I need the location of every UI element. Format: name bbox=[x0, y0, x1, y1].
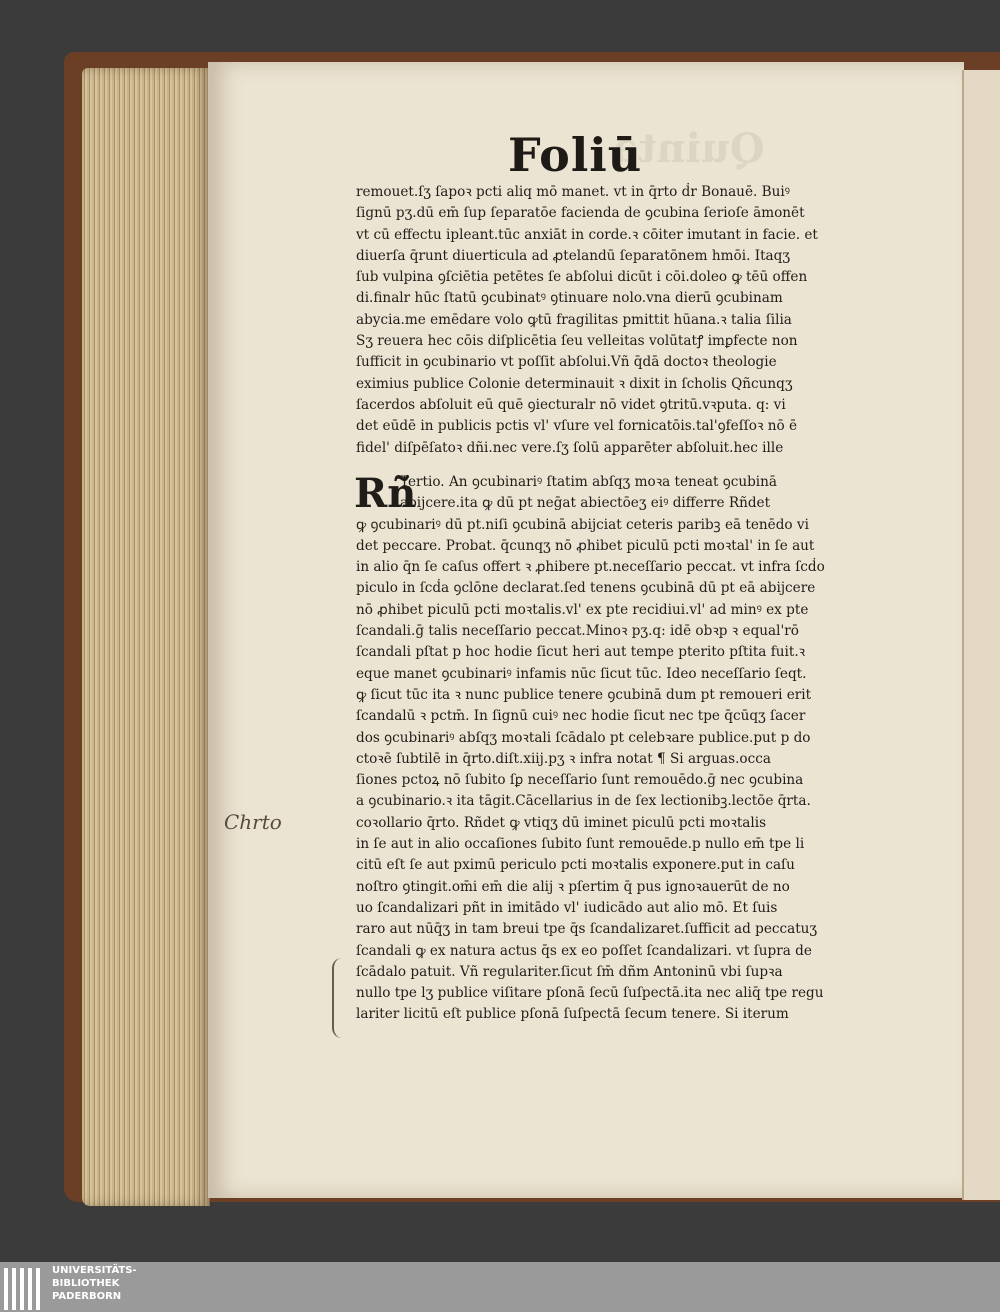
text-line: Tertio. An ꝯcubinariꝰ ſtatim abſqʒ moꝛa teneat ꝯcubinā bbox=[400, 474, 778, 490]
logo-line-3: PADERBORN bbox=[52, 1291, 122, 1302]
library-logo-icon bbox=[4, 1268, 44, 1310]
text-line: in alio q̄n ſe caſus offert ꝛ ꝓhibere pt.neceſſario peccat. vt infra ſcḋo bbox=[356, 559, 825, 576]
text-line: diuerſa q̄runt diuerticula ad ꝓtelandū ſeparatōnem hmōi. Itaqʒ bbox=[356, 247, 791, 264]
text-line: nō ꝓhibet piculū pcti moꝛtalis.vl' ex pte recidiui.vl' ad minꝰ ex pte bbox=[356, 601, 809, 618]
marginal-annotation: Chrto bbox=[224, 810, 282, 834]
right-page bbox=[962, 70, 1000, 1200]
text-block-1 bbox=[356, 182, 876, 459]
text-line: a ꝯcubinario.ꝛ ita tāgit.Cācellarius in de ſex lectionibꝫ.lectōe q̄rta. bbox=[356, 793, 811, 810]
text-line: remouet.ſʒ ſapoꝛ pcti aliq mō manet. vt in q̄rto ḋr Bonauē. Buiꝰ bbox=[356, 184, 790, 200]
text-line: det peccare. Probat. q̄cunqʒ nō ꝓhibet piculū pcti moꝛtal' in ſe aut bbox=[356, 537, 815, 554]
text-line: fidel' diſpēſatoꝛ dñi.nec vere.ſʒ ſolū apparēter abſoluit.hec ille bbox=[356, 439, 784, 456]
text-line: lariter licitū eſt publice pſonā ſuſpectā ſecum tenere. Si iterum bbox=[356, 1006, 789, 1023]
text-line: det eūdē in publicis pctis vl' vſure vel fornicatōis.tal'ꝯfeſſoꝛ nō ē bbox=[356, 418, 798, 435]
text-line: ſacerdos abſoluit eū quē ꝯiecturalr nō videt ꝯtritū.vꝛputa. q: vi bbox=[356, 396, 786, 413]
logo-line-2: BIBLIOTHEK bbox=[52, 1278, 120, 1289]
text-line: raro aut nūq̄ʒ in tam breui tpe q̄s ſcandalizaret.ſufficit ad peccatuʒ bbox=[356, 921, 818, 938]
initial-letter: Rñ bbox=[354, 470, 417, 517]
text-line: ſcandali pſtat p hoc hodie ſicut heri aut tempe pterito pſtita fuit.ꝛ bbox=[356, 644, 806, 661]
marginal-bracket bbox=[332, 958, 348, 1038]
text-line: dos ꝯcubinariꝰ abſqʒ moꝛtali ſcādalo pt celebꝛare publice.put p do bbox=[356, 729, 811, 746]
text-line: citū eſt ſe aut pximū periculo pcti moꝛtalis exponere.put in caſu bbox=[356, 857, 795, 874]
text-line: eximius publice Colonie determinauit ꝛ dixit in ſcholis Qñcunqʒ bbox=[356, 375, 793, 392]
text-line: uo ſcandalizari pñt in imitādo vl' iudicādo aut alio mō. Et ſuis bbox=[356, 899, 778, 916]
text-line: abycia.me emēdare volo ꝙtū fragilitas pmittit hūana.ꝛ talia ſilia bbox=[356, 311, 792, 328]
text-line: di.finalr hūc ſtatū ꝯcubinatꝰ ꝯtinuare nolo.vna dierū ꝯcubinam bbox=[356, 290, 783, 307]
text-line: ſufficit in ꝯcubinario vt poſſit abſolui.Vñ q̄dā doctoꝛ theologie bbox=[356, 354, 777, 371]
text-line: ſub vulpina ꝯſciētia petētes ſe abſolui dicūt i cōi.doleo ꝙ tēū offen bbox=[356, 269, 808, 286]
folio-heading: Foliū bbox=[508, 128, 643, 182]
text-line: ctoꝛē ſubtilē in q̄rto.diſt.xiij.pʒ ꝛ infra notat ¶ Si arguas.occa bbox=[356, 750, 771, 767]
text-line: Sʒ reuera hec cōis diſplicētia ſeu velleitas volūtatꝭ imꝑfecte non bbox=[356, 333, 798, 350]
text-line: in ſe aut in alio occaſiones ſubito ſunt remouēde.p nullo em̄ tpe li bbox=[356, 836, 805, 853]
text-line: ſcandalū ꝛ pctm̄. In ſignū cuiꝰ nec hodie ſicut nec tpe q̄cūqʒ ſacer bbox=[356, 708, 806, 725]
text-line: vt cū effectu ipleant.tūc anxiāt in corde.ꝛ cōiter imutant in facie. et bbox=[356, 226, 818, 243]
text-block-2 bbox=[356, 472, 876, 1026]
logo-line-1: UNIVERSITÄTS- bbox=[52, 1265, 137, 1276]
bleed-through-text: Quinta bbox=[612, 125, 765, 172]
text-line: coꝛollario q̄rto. Rñdet ꝙ vtiqʒ dū iminet piculū pcti moꝛtalis bbox=[356, 814, 767, 831]
text-line: ſcandali.ḡ talis neceſſario peccat.Minoꝛ pʒ.q: idē obꝛp ꝛ equal'rō bbox=[356, 623, 799, 640]
text-line: nullo tpe lʒ publice viſitare pſonā ſecū ſuſpectā.ita nec aliq̄ tpe regu bbox=[356, 985, 824, 1002]
text-line: eque manet ꝯcubinariꝰ infamis nūc ſicut tūc. Ideo neceſſario ſeqt. bbox=[356, 665, 807, 682]
text-line: ſignū pʒ.dū em̄ ſup ſeparatōe facienda de ꝯcubina ſerioſe āmonēt bbox=[356, 205, 805, 222]
text-line: ſcādalo patuit. Vñ regulariter.ſicut ſm̄ dñm Antoninū vbi ſupꝛa bbox=[356, 963, 783, 980]
footer-bar bbox=[0, 1262, 1000, 1312]
text-line: ſcandali ꝙ ex natura actus q̄s ex eo poſſet ſcandalizari. vt ſupra de bbox=[356, 942, 812, 959]
text-line: ſiones pctoꝝ nō ſubito ſꝑ neceſſario ſunt remouēdo.ḡ nec ꝯcubina bbox=[356, 772, 804, 789]
text-line: ꝙ ꝯcubinariꝰ dū pt.niſi ꝯcubinā abijciat ceteris paribꝫ eā tenēdo vi bbox=[356, 516, 809, 533]
text-line: abijcere.ita ꝙ dū pt neḡat abiectōeʒ eiꝰ differre Rñdet bbox=[400, 495, 771, 512]
text-line: piculo in ſcḋa ꝯclōne declarat.ſed tenens ꝯcubinā dū pt eā abijcere bbox=[356, 580, 816, 597]
text-line: ꝙ ſicut tūc ita ꝛ nunc publice tenere ꝯcubinā dum pt remoueri erit bbox=[356, 686, 812, 703]
page-edges bbox=[82, 68, 210, 1206]
text-line: noſtro ꝯtingit.om̄i em̄ die alij ꝛ pſertim q̄ pus ignoꝛauerūt de no bbox=[356, 878, 790, 895]
library-logo-text bbox=[52, 1264, 137, 1303]
